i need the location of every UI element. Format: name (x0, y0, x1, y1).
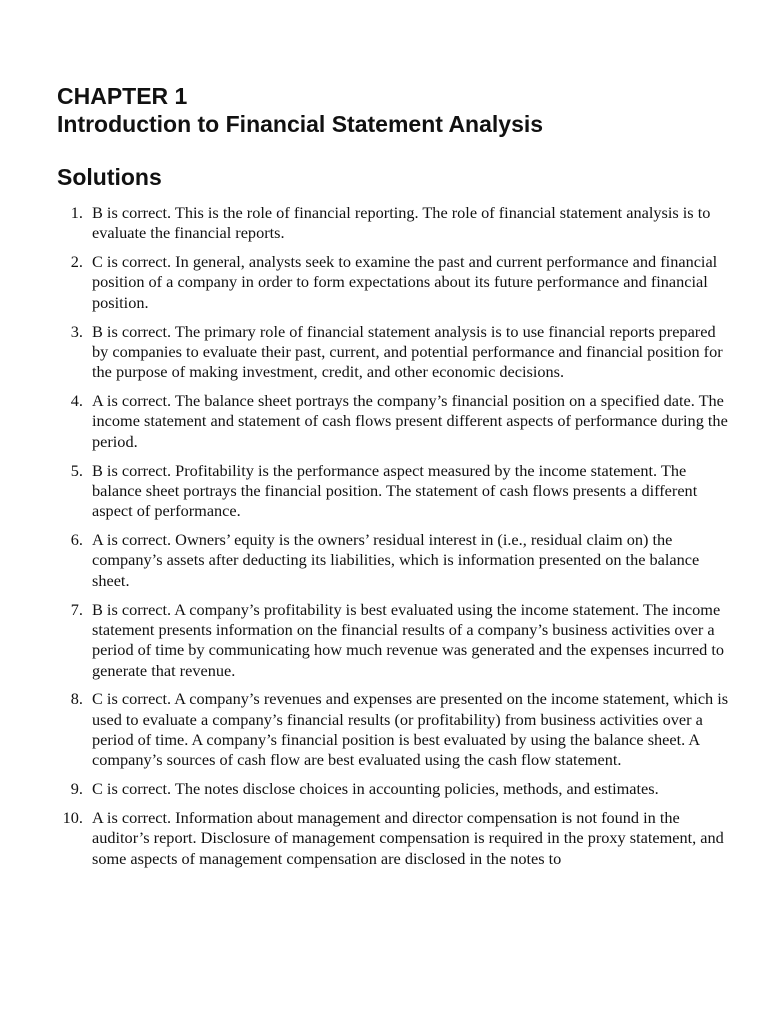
chapter-label: CHAPTER 1 (57, 83, 188, 109)
solution-text: B is correct. The primary role of financial statement analysis is to use financial reports prepared by companies to evaluate their past, current, and potential performance and financial position for the purpose of making investment, credit, and other economic decisions. (92, 321, 723, 382)
solution-item (57, 391, 729, 452)
section-title: Solutions (57, 164, 162, 190)
solution-number: 9. (70, 779, 83, 799)
solution-number: 4. (70, 391, 83, 411)
solution-item (57, 600, 729, 681)
solutions-list (57, 203, 729, 869)
solution-text: B is correct. A company’s profitability is best evaluated using the income statement. The income statement presents information on the financial results of a company’s business activities over a period of time by communicating how much revenue was generated and the expenses incurred to generate that revenue. (92, 599, 725, 680)
solution-number: 5. (70, 460, 83, 480)
solution-number: 7. (70, 599, 83, 619)
solution-text: A is correct. The balance sheet portrays the company’s financial position on a specified date. The income statement and statement of cash flows present different aspects of performance during the period. (92, 391, 728, 451)
solution-text: A is correct. Information about management and director compensation is not found in the auditor’s report. Disclosure of management compensation is required in the proxy statement, and some aspects of management compensation are disclosed in the notes to (92, 808, 724, 868)
solution-number: 1. (70, 203, 83, 222)
solution-item (57, 530, 729, 591)
chapter-title: Introduction to Financial Statement Analysis (57, 111, 544, 137)
solution-number: 2. (70, 252, 83, 272)
solution-item (57, 203, 729, 244)
solution-text: B is correct. This is the role of financial reporting. The role of financial statement analysis is to evaluate the financial reports. (92, 203, 711, 243)
solution-text: C is correct. The notes disclose choices in accounting policies, methods, and estimates. (92, 779, 659, 799)
solution-text: B is correct. Profitability is the performance aspect measured by the income statement. The balance sheet portrays the financial position. The statement of cash flows presents a different aspect of performance. (92, 460, 698, 521)
solution-item (57, 779, 729, 799)
solution-item (57, 252, 729, 313)
solution-item (57, 322, 729, 383)
solution-item (57, 808, 729, 869)
solution-text: A is correct. Owners’ equity is the owners’ residual interest in (i.e., residual claim on) the company’s assets after deducting its liabilities, which is information presented on the balance sheet. (92, 530, 700, 590)
solution-number: 3. (70, 321, 83, 341)
solution-number: 10. (62, 808, 83, 828)
document-page (57, 82, 729, 878)
solution-item (57, 461, 729, 522)
solution-text: C is correct. In general, analysts seek to examine the past and current performance and financial position of a company in order to form expectations about its future performance and financial position. (92, 252, 718, 312)
solution-number: 6. (70, 530, 83, 550)
solution-item (57, 689, 729, 770)
solution-text: C is correct. A company’s revenues and expenses are presented on the income statement, which is used to evaluate a company’s financial results (or profitability) from business activities over a period of time. A company’s financial position is best evaluated by using the balance sheet. A company’s sources of cash flow are best evaluated using the cash flow statement. (92, 689, 729, 770)
solution-number: 8. (70, 689, 83, 709)
